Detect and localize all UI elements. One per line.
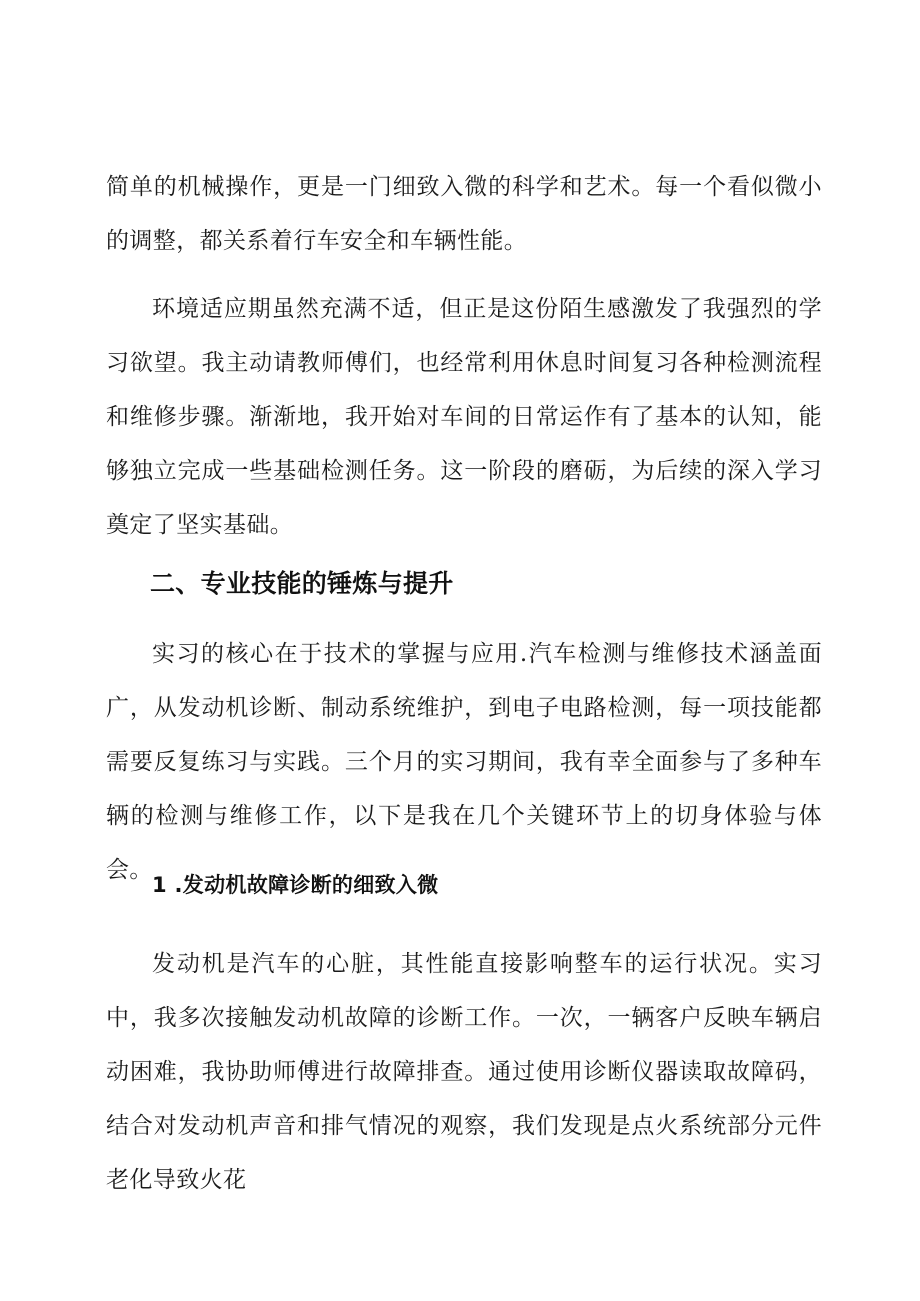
paragraph-environment-adaptation: 环境适应期虽然充满不适，但正是这份陌生感激发了我强烈的学习欲望。我主动请教师傅们，也经常利用休息时间复习各种检测流程和维修步骤。渐渐地，我开始对车间的日常运作有了基本的认知，能够独立完成一些基础检测任务。这一阶段的磨砺，为后续的深入学习奠定了坚实基础。 bbox=[106, 296, 822, 538]
subsection-heading-engine-diagnosis: 1 .发动机故障诊断的细致入微 bbox=[152, 873, 439, 897]
paragraph-skills-intro: 实习的核心在于技术的掌握与应用.汽车检测与维修技术涵盖面广，从发动机诊断、制动系统维护，到电子电路检测，每一项技能都需要反复练习与实践。三个月的实习期间，我有幸全面参与了多种车辆的检测与维修工作，以下是我在几个关键环节上的切身体验与体会。 bbox=[106, 641, 822, 883]
paragraph-continued: 简单的机械操作，更是一门细致入微的科学和艺术。每一个看似微小的调整，都关系着行车安全和车辆性能。 bbox=[106, 174, 822, 254]
section-heading-skills: 二、专业技能的锤炼与提升 bbox=[150, 569, 454, 598]
paragraph-engine-diagnosis: 发动机是汽车的心脏，其性能直接影响整车的运行状况。实习中，我多次接触发动机故障的诊断工作。一次，一辆客户反映车辆启动困难，我协助师傅进行故障排查。通过使用诊断仪器读取故障码，结合对发动机声音和排气情况的观察，我们发现是点火系统部分元件老化导致火花 bbox=[106, 951, 822, 1193]
